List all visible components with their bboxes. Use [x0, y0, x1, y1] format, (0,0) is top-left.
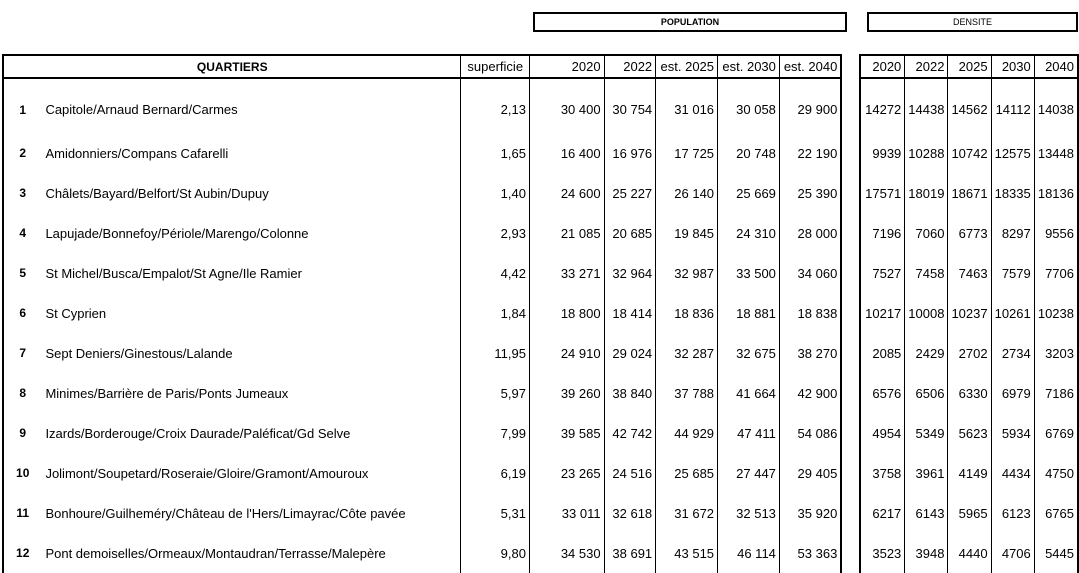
pop-cell: 23 265 — [529, 453, 604, 493]
row-number: 2 — [3, 133, 41, 173]
dens-cell: 4440 — [948, 533, 991, 573]
table-row — [3, 493, 1078, 533]
dens-cell: 7196 — [860, 213, 905, 253]
quartier-name: Izards/Borderouge/Croix Daurade/Paléficat/Gd Selve — [45, 425, 351, 441]
pop-cell: 16 976 — [604, 133, 656, 173]
dens-cell: 3961 — [905, 453, 948, 493]
superficie-cell: 2,13 — [461, 78, 529, 133]
dens-cell: 6143 — [905, 493, 948, 533]
pop-cell: 24 910 — [529, 333, 604, 373]
table-row — [3, 533, 1078, 573]
row-number: 11 — [3, 493, 41, 533]
pop-cell: 43 515 — [656, 533, 718, 573]
dens-cell: 12575 — [991, 133, 1034, 173]
pop-cell: 26 140 — [656, 173, 718, 213]
pop-cell: 22 190 — [779, 133, 841, 173]
superficie-header: superficie — [461, 55, 529, 78]
pop-cell: 32 964 — [604, 253, 656, 293]
pop-cell: 29 900 — [779, 78, 841, 133]
table-row — [3, 413, 1078, 453]
pop-cell: 18 836 — [656, 293, 718, 333]
quartier-name: Pont demoiselles/Ormeaux/Montaudran/Terrasse/Malepère — [45, 545, 386, 561]
pop-cell: 17 725 — [656, 133, 718, 173]
quartier-name: Capitole/Arnaud Bernard/Carmes — [45, 102, 238, 117]
dens-cell: 13448 — [1034, 133, 1078, 173]
densite-group-header: DENSITE — [867, 12, 1078, 32]
dens-2022-header: 2022 — [905, 55, 948, 78]
dens-2020-header: 2020 — [860, 55, 905, 78]
pop-cell: 25 685 — [656, 453, 718, 493]
column-gap — [841, 55, 860, 78]
dens-cell: 5445 — [1034, 533, 1078, 573]
dens-cell: 10261 — [991, 293, 1034, 333]
pop-cell: 20 748 — [718, 133, 780, 173]
pop-2020-header: 2020 — [529, 55, 604, 78]
pop-cell: 18 800 — [529, 293, 604, 333]
table-row — [3, 333, 1078, 373]
quartier-name: Amidonniers/Compans Cafarelli — [45, 145, 229, 161]
column-gap — [841, 78, 860, 133]
dens-cell: 2702 — [948, 333, 991, 373]
quartier-name: Sept Deniers/Ginestous/Lalande — [45, 345, 233, 361]
pop-cell: 31 016 — [656, 78, 718, 133]
row-number: 10 — [3, 453, 41, 493]
table-row — [3, 173, 1078, 213]
pop-cell: 32 675 — [718, 333, 780, 373]
pop-cell: 39 260 — [529, 373, 604, 413]
pop-cell: 42 900 — [779, 373, 841, 413]
pop-est-2030-header: est. 2030 — [718, 55, 780, 78]
dens-cell: 3758 — [860, 453, 905, 493]
dens-cell: 8297 — [991, 213, 1034, 253]
table-row — [3, 373, 1078, 413]
dens-2040-header: 2040 — [1034, 55, 1078, 78]
pop-cell: 20 685 — [604, 213, 656, 253]
pop-cell: 28 000 — [779, 213, 841, 253]
dens-2030-header: 2030 — [991, 55, 1034, 78]
pop-cell: 35 920 — [779, 493, 841, 533]
pop-cell: 31 672 — [656, 493, 718, 533]
row-number: 9 — [3, 413, 41, 453]
superficie-cell: 11,95 — [461, 333, 529, 373]
dens-cell: 9556 — [1034, 213, 1078, 253]
quartier-name: Bonhoure/Guilheméry/Château de l'Hers/Limayrac/Côte pavée — [45, 505, 406, 521]
pop-cell: 29 024 — [604, 333, 656, 373]
pop-cell: 53 363 — [779, 533, 841, 573]
pop-cell: 33 011 — [529, 493, 604, 533]
table-row — [3, 453, 1078, 493]
pop-cell: 30 400 — [529, 78, 604, 133]
pop-cell: 27 447 — [718, 453, 780, 493]
dens-cell: 6769 — [1034, 413, 1078, 453]
pop-cell: 32 513 — [718, 493, 780, 533]
pop-cell: 18 881 — [718, 293, 780, 333]
column-gap — [841, 293, 860, 333]
column-gap — [841, 413, 860, 453]
dens-cell: 6765 — [1034, 493, 1078, 533]
row-number: 8 — [3, 373, 41, 413]
pop-cell: 46 114 — [718, 533, 780, 573]
pop-cell: 34 060 — [779, 253, 841, 293]
dens-cell: 5623 — [948, 413, 991, 453]
column-gap — [841, 213, 860, 253]
pop-cell: 33 500 — [718, 253, 780, 293]
column-gap — [841, 453, 860, 493]
dens-cell: 10238 — [1034, 293, 1078, 333]
dens-cell: 14038 — [1034, 78, 1078, 133]
superficie-cell: 1,65 — [461, 133, 529, 173]
superficie-cell: 9,80 — [461, 533, 529, 573]
pop-cell: 32 287 — [656, 333, 718, 373]
dens-cell: 7186 — [1034, 373, 1078, 413]
pop-cell: 18 414 — [604, 293, 656, 333]
table-row — [3, 213, 1078, 253]
table-row — [3, 78, 1078, 133]
pop-cell: 54 086 — [779, 413, 841, 453]
pop-cell: 41 664 — [718, 373, 780, 413]
table-header-row — [3, 55, 1078, 78]
dens-cell: 4954 — [860, 413, 905, 453]
dens-cell: 6979 — [991, 373, 1034, 413]
dens-cell: 6330 — [948, 373, 991, 413]
table-row — [3, 133, 1078, 173]
dens-cell: 9939 — [860, 133, 905, 173]
column-gap — [841, 493, 860, 533]
quartier-name: St Michel/Busca/Empalot/St Agne/Ile Ramier — [45, 265, 302, 281]
pop-cell: 24 516 — [604, 453, 656, 493]
row-number: 4 — [3, 213, 41, 253]
pop-cell: 30 058 — [718, 78, 780, 133]
dens-cell: 3203 — [1034, 333, 1078, 373]
table-row — [3, 253, 1078, 293]
dens-cell: 17571 — [860, 173, 905, 213]
pop-est-2040-header: est. 2040 — [779, 55, 841, 78]
column-gap — [841, 253, 860, 293]
pop-cell: 38 840 — [604, 373, 656, 413]
dens-cell: 2429 — [905, 333, 948, 373]
row-number: 12 — [3, 533, 41, 573]
pop-cell: 32 987 — [656, 253, 718, 293]
dens-cell: 14112 — [991, 78, 1034, 133]
dens-cell: 18335 — [991, 173, 1034, 213]
dens-cell: 7527 — [860, 253, 905, 293]
dens-cell: 3948 — [905, 533, 948, 573]
pop-cell: 37 788 — [656, 373, 718, 413]
dens-cell: 4750 — [1034, 453, 1078, 493]
pop-cell: 39 585 — [529, 413, 604, 453]
dens-cell: 6123 — [991, 493, 1034, 533]
pop-cell: 32 618 — [604, 493, 656, 533]
pop-cell: 16 400 — [529, 133, 604, 173]
row-number: 3 — [3, 173, 41, 213]
pop-cell: 25 390 — [779, 173, 841, 213]
dens-cell: 6217 — [860, 493, 905, 533]
pop-cell: 34 530 — [529, 533, 604, 573]
population-group-header: POPULATION — [533, 12, 847, 32]
dens-cell: 14562 — [948, 78, 991, 133]
pop-cell: 44 929 — [656, 413, 718, 453]
dens-cell: 10288 — [905, 133, 948, 173]
pop-cell: 19 845 — [656, 213, 718, 253]
dens-cell: 10742 — [948, 133, 991, 173]
superficie-cell: 2,93 — [461, 213, 529, 253]
dens-cell: 4149 — [948, 453, 991, 493]
dens-cell: 7579 — [991, 253, 1034, 293]
pop-cell: 24 310 — [718, 213, 780, 253]
pop-cell: 25 227 — [604, 173, 656, 213]
dens-cell: 6506 — [905, 373, 948, 413]
column-gap — [841, 533, 860, 573]
row-number: 6 — [3, 293, 41, 333]
superficie-cell: 4,42 — [461, 253, 529, 293]
districts-table — [2, 54, 1079, 573]
superficie-cell: 7,99 — [461, 413, 529, 453]
quartier-name: St Cyprien — [45, 305, 107, 321]
superficie-cell: 5,97 — [461, 373, 529, 413]
pop-cell: 18 838 — [779, 293, 841, 333]
dens-cell: 4706 — [991, 533, 1034, 573]
column-gap — [841, 333, 860, 373]
dens-cell: 6773 — [948, 213, 991, 253]
pop-cell: 21 085 — [529, 213, 604, 253]
pop-cell: 38 270 — [779, 333, 841, 373]
dens-cell: 7463 — [948, 253, 991, 293]
pop-est-2025-header: est. 2025 — [656, 55, 718, 78]
dens-cell: 10217 — [860, 293, 905, 333]
superficie-cell: 5,31 — [461, 493, 529, 533]
pop-cell: 42 742 — [604, 413, 656, 453]
row-number: 1 — [3, 78, 41, 133]
row-number: 7 — [3, 333, 41, 373]
dens-cell: 5349 — [905, 413, 948, 453]
pop-cell: 33 271 — [529, 253, 604, 293]
dens-cell: 18019 — [905, 173, 948, 213]
dens-2025-header: 2025 — [948, 55, 991, 78]
dens-cell: 5934 — [991, 413, 1034, 453]
pop-cell: 24 600 — [529, 173, 604, 213]
quartier-name: Lapujade/Bonnefoy/Périole/Marengo/Colonne — [45, 225, 309, 241]
dens-cell: 2734 — [991, 333, 1034, 373]
dens-cell: 14438 — [905, 78, 948, 133]
superficie-cell: 1,40 — [461, 173, 529, 213]
pop-cell: 30 754 — [604, 78, 656, 133]
dens-cell: 6576 — [860, 373, 905, 413]
column-gap — [841, 173, 860, 213]
dens-cell: 2085 — [860, 333, 905, 373]
pop-cell: 25 669 — [718, 173, 780, 213]
quartier-name: Jolimont/Soupetard/Roseraie/Gloire/Gramont/Amouroux — [45, 465, 369, 481]
table-row — [3, 293, 1078, 333]
dens-cell: 7706 — [1034, 253, 1078, 293]
dens-cell: 4434 — [991, 453, 1034, 493]
pop-2022-header: 2022 — [604, 55, 656, 78]
quartier-name: Châlets/Bayard/Belfort/St Aubin/Dupuy — [45, 185, 269, 201]
dens-cell: 7060 — [905, 213, 948, 253]
dens-cell: 7458 — [905, 253, 948, 293]
dens-cell: 18671 — [948, 173, 991, 213]
dens-cell: 10237 — [948, 293, 991, 333]
dens-cell: 3523 — [860, 533, 905, 573]
quartiers-header: QUARTIERS — [3, 55, 461, 78]
pop-cell: 38 691 — [604, 533, 656, 573]
pop-cell: 47 411 — [718, 413, 780, 453]
superficie-cell: 6,19 — [461, 453, 529, 493]
column-gap — [841, 133, 860, 173]
column-gap — [841, 373, 860, 413]
dens-cell: 10008 — [905, 293, 948, 333]
dens-cell: 5965 — [948, 493, 991, 533]
dens-cell: 14272 — [860, 78, 905, 133]
dens-cell: 18136 — [1034, 173, 1078, 213]
quartier-name: Minimes/Barrière de Paris/Ponts Jumeaux — [45, 385, 289, 401]
row-number: 5 — [3, 253, 41, 293]
superficie-cell: 1,84 — [461, 293, 529, 333]
pop-cell: 29 405 — [779, 453, 841, 493]
